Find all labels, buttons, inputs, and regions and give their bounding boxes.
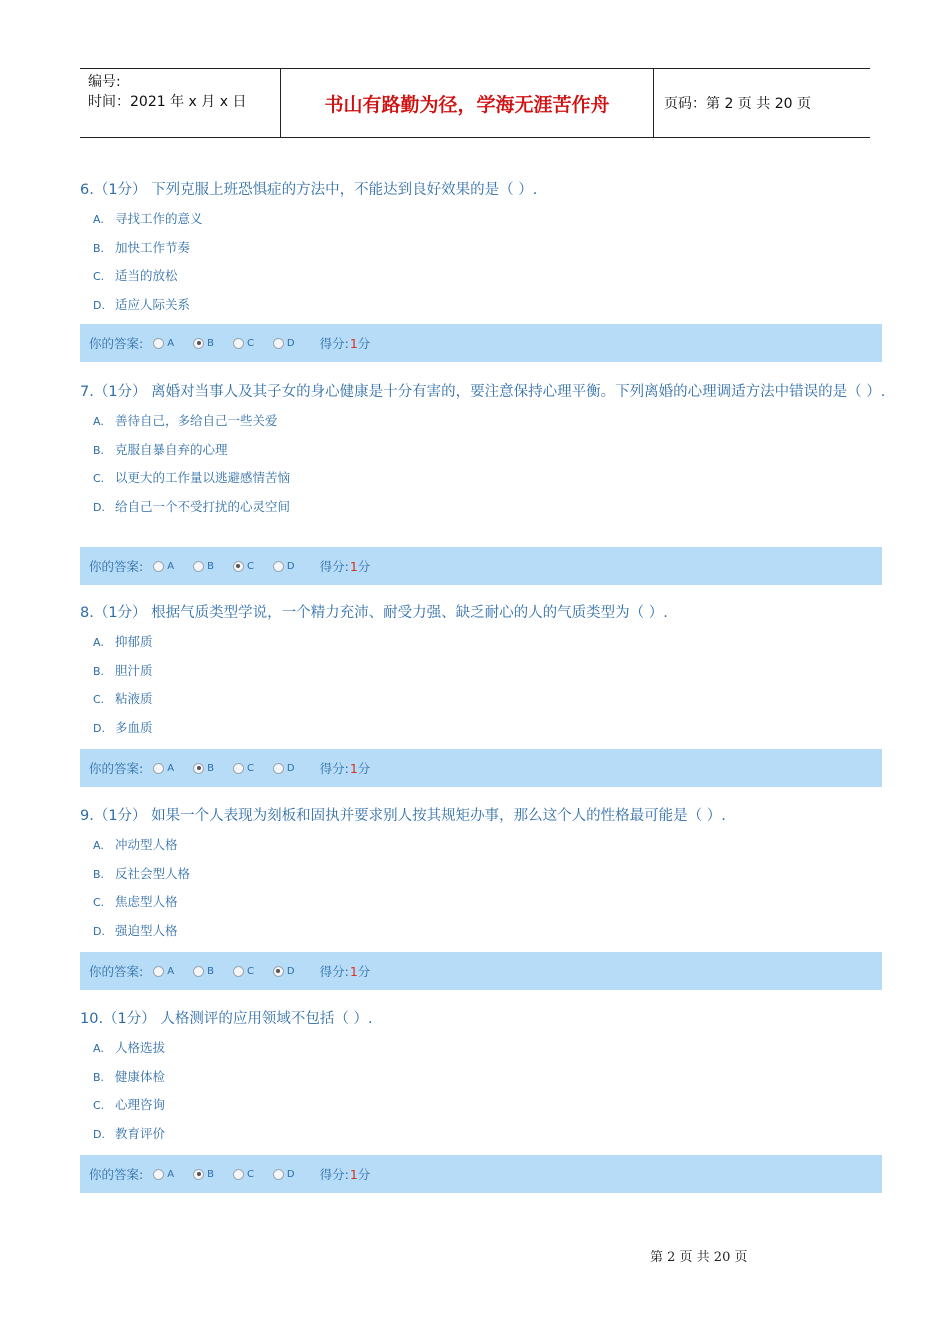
choice-letter: C <box>246 965 254 977</box>
score-label: 得分: <box>319 559 349 574</box>
question-6 <box>80 180 895 319</box>
radio-button[interactable] <box>193 561 204 572</box>
option-text: 寻找工作的意义 <box>115 211 203 226</box>
option-text: 善待自己，多给自己一些关爱 <box>115 413 278 428</box>
option-item <box>80 464 895 493</box>
option-text: 健康体检 <box>115 1068 166 1084</box>
answer-label: 你的答案: <box>89 559 144 574</box>
score-unit: 分 <box>357 336 371 351</box>
answer-choice-a[interactable] <box>153 561 174 572</box>
answer-choice-c[interactable] <box>233 561 254 572</box>
radio-button[interactable] <box>233 1169 244 1180</box>
score-value: 1 <box>349 963 358 979</box>
option-text: 胆汁质 <box>115 662 153 678</box>
option-letter: D. <box>93 298 105 312</box>
option-letter: D. <box>93 500 105 514</box>
radio-button[interactable] <box>193 966 204 977</box>
option-text: 克服自暴自弃的心理 <box>115 441 228 457</box>
answer-bar <box>80 749 882 787</box>
answer-bar <box>80 1155 882 1193</box>
answer-radio-group <box>153 1169 313 1180</box>
radio-button[interactable] <box>273 966 284 977</box>
radio-button[interactable] <box>273 763 284 774</box>
option-list <box>80 831 895 945</box>
score-label: 得分: <box>319 336 349 351</box>
answer-choice-a[interactable] <box>153 763 174 774</box>
radio-button[interactable] <box>233 763 244 774</box>
choice-letter: C <box>246 1168 254 1180</box>
option-item <box>80 831 895 860</box>
choice-letter: A <box>167 1168 175 1180</box>
answer-radio-group <box>153 763 313 774</box>
option-item <box>80 1063 895 1092</box>
option-text: 给自己一个不受打扰的心灵空间 <box>115 498 291 514</box>
score-label: 得分: <box>319 761 349 776</box>
score-label: 得分: <box>319 1167 349 1182</box>
option-list <box>80 205 895 319</box>
question-9 <box>80 806 895 945</box>
question-title: 10.（1分） 人格测评的应用领域不包括（ ）. <box>80 1011 373 1027</box>
radio-button[interactable] <box>153 1169 164 1180</box>
option-letter: B. <box>93 1070 105 1084</box>
question-title: 7.（1分） 离婚对当事人及其子女的身心健康是十分有害的，要注意保持心理平衡。下列离婚的心理调适方法中错误的是（ ）. <box>80 384 886 400</box>
option-item <box>80 1034 895 1063</box>
choice-letter: C <box>246 337 254 349</box>
answer-choice-d[interactable] <box>273 966 295 977</box>
answer-label: 你的答案: <box>89 964 144 979</box>
answer-choice-d[interactable] <box>273 338 295 349</box>
answer-choice-a[interactable] <box>153 338 174 349</box>
answer-choice-d[interactable] <box>273 561 295 572</box>
answer-choice-a[interactable] <box>153 966 174 977</box>
option-item <box>80 714 895 743</box>
score-value: 1 <box>349 1166 358 1182</box>
option-letter: B. <box>93 443 105 457</box>
number-label: 编号: <box>88 74 121 90</box>
option-text: 反社会型人格 <box>115 865 191 881</box>
option-letter: B. <box>93 664 105 678</box>
option-letter: A. <box>93 1042 104 1055</box>
option-item <box>80 407 895 436</box>
answer-choice-c[interactable] <box>233 763 254 774</box>
score-unit: 分 <box>357 559 371 574</box>
option-text: 适当的放松 <box>115 268 178 283</box>
option-letter: C. <box>93 472 105 485</box>
choice-letter: B <box>207 965 214 977</box>
choice-letter: A <box>167 337 175 349</box>
option-item <box>80 205 895 234</box>
answer-choice-b[interactable] <box>193 1169 214 1180</box>
choice-letter: B <box>207 560 214 572</box>
radio-button[interactable] <box>273 561 284 572</box>
choice-letter: D <box>286 560 295 572</box>
radio-button[interactable] <box>193 763 204 774</box>
answer-choice-b[interactable] <box>193 966 214 977</box>
radio-button[interactable] <box>233 966 244 977</box>
option-letter: B. <box>93 867 105 881</box>
choice-letter: D <box>286 762 295 774</box>
option-letter: B. <box>93 241 105 255</box>
question-title: 8.（1分） 根据气质类型学说，一个精力充沛、耐受力强、缺乏耐心的人的气质类型为（ ）. <box>80 605 668 621</box>
time-label: 时间：2021 年 x 月 x 日 <box>88 94 247 110</box>
radio-button[interactable] <box>153 763 164 774</box>
option-letter: A. <box>93 415 104 428</box>
choice-letter: C <box>246 560 254 572</box>
answer-choice-d[interactable] <box>273 763 295 774</box>
answer-bar <box>80 324 882 362</box>
option-text: 教育评价 <box>115 1125 166 1141</box>
choice-letter: D <box>286 1168 295 1180</box>
score-unit: 分 <box>357 1167 371 1182</box>
option-letter: D. <box>93 721 105 735</box>
option-item <box>80 860 895 889</box>
question-8 <box>80 603 895 742</box>
score-label: 得分: <box>319 964 349 979</box>
option-text: 多血质 <box>115 719 153 735</box>
radio-button[interactable] <box>153 338 164 349</box>
header-meta <box>80 69 281 137</box>
answer-label: 你的答案: <box>89 336 144 351</box>
answer-choice-b[interactable] <box>193 338 214 349</box>
answer-radio-group <box>153 561 313 572</box>
option-item <box>80 657 895 686</box>
option-item <box>80 1091 895 1120</box>
option-item <box>80 1120 895 1149</box>
option-letter: D. <box>93 924 105 938</box>
score-value: 1 <box>349 558 358 574</box>
option-letter: D. <box>93 1127 105 1141</box>
header-motto: 书山有路勤为径，学海无涯苦作舟 <box>281 69 654 137</box>
answer-choice-d[interactable] <box>273 1169 295 1180</box>
question-7 <box>80 382 895 521</box>
radio-button[interactable] <box>193 1169 204 1180</box>
option-item <box>80 888 895 917</box>
choice-letter: C <box>246 762 254 774</box>
answer-bar <box>80 952 882 990</box>
answer-choice-a[interactable] <box>153 1169 174 1180</box>
radio-button[interactable] <box>153 966 164 977</box>
option-list <box>80 628 895 742</box>
answer-label: 你的答案: <box>89 1167 144 1182</box>
choice-letter: B <box>207 762 214 774</box>
option-item <box>80 493 895 522</box>
score-value: 1 <box>349 760 358 776</box>
choice-letter: B <box>207 1168 214 1180</box>
radio-button[interactable] <box>233 338 244 349</box>
option-text: 强迫型人格 <box>115 922 178 938</box>
option-list <box>80 1034 895 1148</box>
question-title: 6.（1分） 下列克服上班恐惧症的方法中，不能达到良好效果的是（ ）. <box>80 182 538 198</box>
option-item <box>80 628 895 657</box>
radio-button[interactable] <box>233 561 244 572</box>
choice-letter: A <box>167 965 175 977</box>
radio-button[interactable] <box>153 561 164 572</box>
score-unit: 分 <box>357 761 371 776</box>
option-text: 抑郁质 <box>115 634 153 649</box>
option-letter: C. <box>93 693 105 706</box>
choice-letter: B <box>207 337 214 349</box>
radio-button[interactable] <box>273 1169 284 1180</box>
header-page-label: 页码：第 2 页 共 20 页 <box>664 96 811 112</box>
option-item <box>80 291 895 320</box>
page-footer: 第 2 页 共 20 页 <box>650 1250 748 1265</box>
score-unit: 分 <box>357 964 371 979</box>
answer-choice-c[interactable] <box>233 1169 254 1180</box>
option-text: 冲动型人格 <box>115 837 178 852</box>
score-value: 1 <box>349 335 358 351</box>
choice-letter: A <box>167 560 175 572</box>
answer-choice-b[interactable] <box>193 763 214 774</box>
choice-letter: A <box>167 762 175 774</box>
option-item <box>80 234 895 263</box>
option-text: 人格选拔 <box>115 1040 166 1055</box>
answer-label: 你的答案: <box>89 761 144 776</box>
option-letter: A. <box>93 636 104 649</box>
option-list <box>80 407 895 521</box>
option-letter: C. <box>93 270 105 283</box>
option-text: 焦虑型人格 <box>115 894 178 909</box>
answer-choice-c[interactable] <box>233 966 254 977</box>
answer-bar <box>80 547 882 585</box>
option-text: 以更大的工作量以逃避感情苦恼 <box>115 470 291 485</box>
option-item <box>80 436 895 465</box>
radio-button[interactable] <box>193 338 204 349</box>
option-item <box>80 262 895 291</box>
option-text: 加快工作节奏 <box>115 239 191 255</box>
answer-radio-group <box>153 338 313 349</box>
option-letter: A. <box>93 213 104 226</box>
option-letter: A. <box>93 839 104 852</box>
option-letter: C. <box>93 1099 105 1112</box>
option-letter: C. <box>93 896 105 909</box>
answer-choice-c[interactable] <box>233 338 254 349</box>
question-10 <box>80 1009 895 1148</box>
choice-letter: D <box>286 965 295 977</box>
answer-radio-group <box>153 966 313 977</box>
question-title: 9.（1分） 如果一个人表现为刻板和固执并要求别人按其规矩办事，那么这个人的性格最可能是（ ）. <box>80 808 726 824</box>
radio-button[interactable] <box>273 338 284 349</box>
option-item <box>80 917 895 946</box>
option-text: 适应人际关系 <box>115 296 191 312</box>
option-text: 粘液质 <box>115 691 153 706</box>
option-text: 心理咨询 <box>115 1097 166 1112</box>
choice-letter: D <box>286 337 295 349</box>
page-header <box>80 68 870 138</box>
answer-choice-b[interactable] <box>193 561 214 572</box>
option-item <box>80 685 895 714</box>
